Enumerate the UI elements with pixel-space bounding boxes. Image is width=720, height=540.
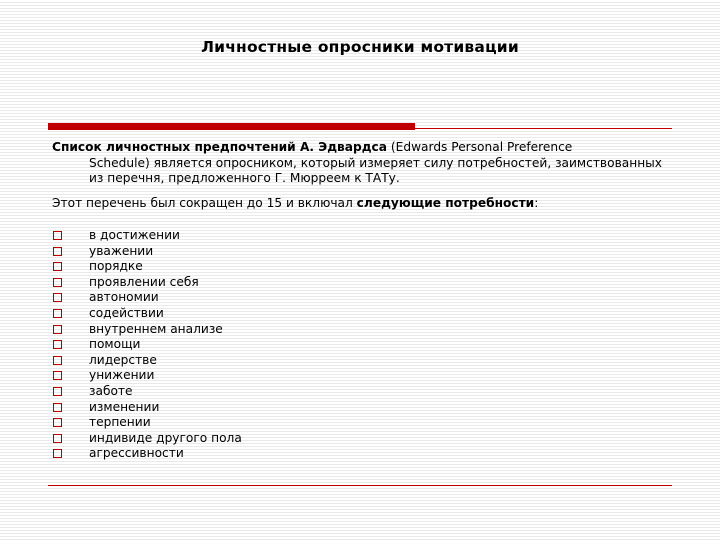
needs-list	[52, 228, 242, 462]
list-item-label: изменении	[89, 399, 160, 414]
list-intro-text: Этот перечень был сокращен до 15 и включал	[52, 196, 357, 210]
bullet-box-icon	[53, 293, 62, 302]
list-item-label: лидерстве	[89, 352, 157, 367]
divider-red-line	[415, 128, 672, 129]
bullet-box-icon	[53, 325, 62, 334]
bullet-box-icon	[53, 231, 62, 240]
list-item	[52, 244, 242, 260]
bullet-box-icon	[53, 278, 62, 287]
list-item-label: проявлении себя	[89, 274, 199, 289]
bullet-box-icon	[53, 403, 62, 412]
list-intro	[52, 196, 664, 212]
list-item	[52, 384, 242, 400]
list-item	[52, 446, 242, 462]
list-item-label: унижении	[89, 368, 155, 383]
list-intro-end: :	[534, 196, 539, 210]
list-item-label: терпении	[89, 415, 151, 430]
list-item	[52, 353, 242, 369]
list-item-label: автономии	[89, 290, 159, 305]
list-intro-bold: следующие потребности	[356, 196, 535, 210]
list-item-label: агрессивности	[89, 446, 184, 461]
list-item-label: в достижении	[89, 228, 180, 242]
list-item-label: порядке	[89, 259, 143, 274]
bullet-box-icon	[53, 449, 62, 458]
bullet-box-icon	[53, 387, 62, 396]
bullet-box-icon	[53, 356, 62, 365]
list-item	[52, 400, 242, 416]
bullet-box-icon	[53, 418, 62, 427]
title-divider	[48, 123, 672, 130]
list-item-label: содействии	[89, 305, 164, 320]
list-item	[52, 431, 242, 447]
slide-title: Личностные опросники мотивации	[201, 38, 519, 56]
list-item-label: внутреннем анализе	[89, 321, 223, 336]
bullet-box-icon	[53, 309, 62, 318]
bullet-box-icon	[53, 340, 62, 349]
list-item	[52, 259, 242, 275]
intro-text: (Edwards Personal Preference	[387, 140, 573, 154]
bullet-box-icon	[53, 247, 62, 256]
bullet-box-icon	[53, 434, 62, 443]
list-item	[52, 337, 242, 353]
bullet-box-icon	[53, 371, 62, 380]
intro-continuation: Schedule) является опросником, который измеряет силу потребностей, заимствованных из перечня, предложенного Г. Мюрреем к ТАТу.	[89, 155, 662, 185]
list-item	[52, 290, 242, 306]
list-item-label: помощи	[89, 337, 141, 352]
bullet-box-icon	[53, 262, 62, 271]
intro-bold: Список личностных предпочтений А. Эдвардса	[52, 140, 388, 154]
bottom-divider	[48, 485, 672, 486]
list-item-label: заботе	[89, 383, 133, 398]
list-item-label: уважении	[89, 243, 154, 258]
list-item	[52, 275, 242, 291]
list-item	[52, 415, 242, 431]
list-item-label: индивиде другого пола	[89, 430, 242, 445]
list-item	[52, 228, 242, 244]
list-item	[52, 306, 242, 322]
divider-red-bar	[48, 123, 415, 130]
intro-paragraph	[52, 140, 664, 187]
list-item	[52, 322, 242, 338]
list-item	[52, 368, 242, 384]
